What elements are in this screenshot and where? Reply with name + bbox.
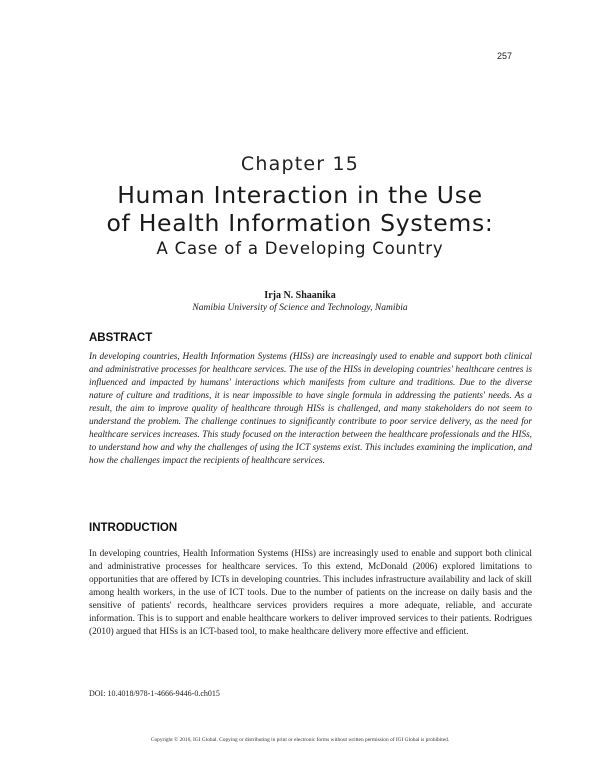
introduction-body: In developing countries, Health Information Systems (HISs) are increasingly used to enable and support both clinical and administrative processes for healthcare services. To this extend, McDonald (2006) explored limitations to opportunities that are offered by ICTs in developing countries. This includes infrastructure availability and lack of skill among health workers, in the use of ICT tools. Due to the number of patients on the increase on daily basis and the sensitive of patients' records, healthcare services providers requires a more adequate, reliable, and accurate information. This is to support and enable healthcare workers to deliver improved services to their patients. Rodrigues (2010) argued that HISs is an ICT-based tool, to make healthcare delivery more effective and efficient. xyxy=(89,549,532,638)
chapter-title-line-2: of Health Information Systems: xyxy=(106,209,494,237)
chapter-label: Chapter 15 xyxy=(240,153,360,175)
author-affiliation: Namibia University of Science and Technology, Namibia xyxy=(192,303,408,313)
chapter-title-line-1: Human Interaction in the Use xyxy=(117,181,483,209)
abstract-body: In developing countries, Health Information Systems (HISs) are increasingly used to enable and support both clinical and administrative processes for healthcare services. The use of the HISs in developing countries' healthcare centres is influenced and impacted by humans' interactions which manifests from culture and traditions. Due to the diverse nature of culture and traditions, it is near impossible to have single formula in addressing the patients' needs. As a result, the aim to improve quality of healthcare through HISs is challenged, and many stakeholders do not seem to understand the problem. The challenge continues to significantly contribute to poor service delivery, as the need for healthcare services increases. This study focused on the interaction between the healthcare professionals and the HISs, to understand how and why the challenges of using the ICT systems exist. This includes examining the implication, and how the challenges impact the recipients of healthcare services. xyxy=(89,352,532,467)
introduction-heading: INTRODUCTION xyxy=(89,522,178,534)
chapter-subtitle: A Case of a Developing Country xyxy=(156,239,444,258)
copyright-notice: Copyright © 2016, IGI Global. Copying or distributing in print or electronic forms without written permission of IGI Global is prohibited. xyxy=(150,737,450,743)
page-number: 257 xyxy=(496,51,512,61)
author-name: Irja N. Shaanika xyxy=(264,290,336,301)
doi-text: DOI: 10.4018/978-1-4666-9446-0.ch015 xyxy=(89,689,220,698)
abstract-heading: ABSTRACT xyxy=(89,332,153,344)
